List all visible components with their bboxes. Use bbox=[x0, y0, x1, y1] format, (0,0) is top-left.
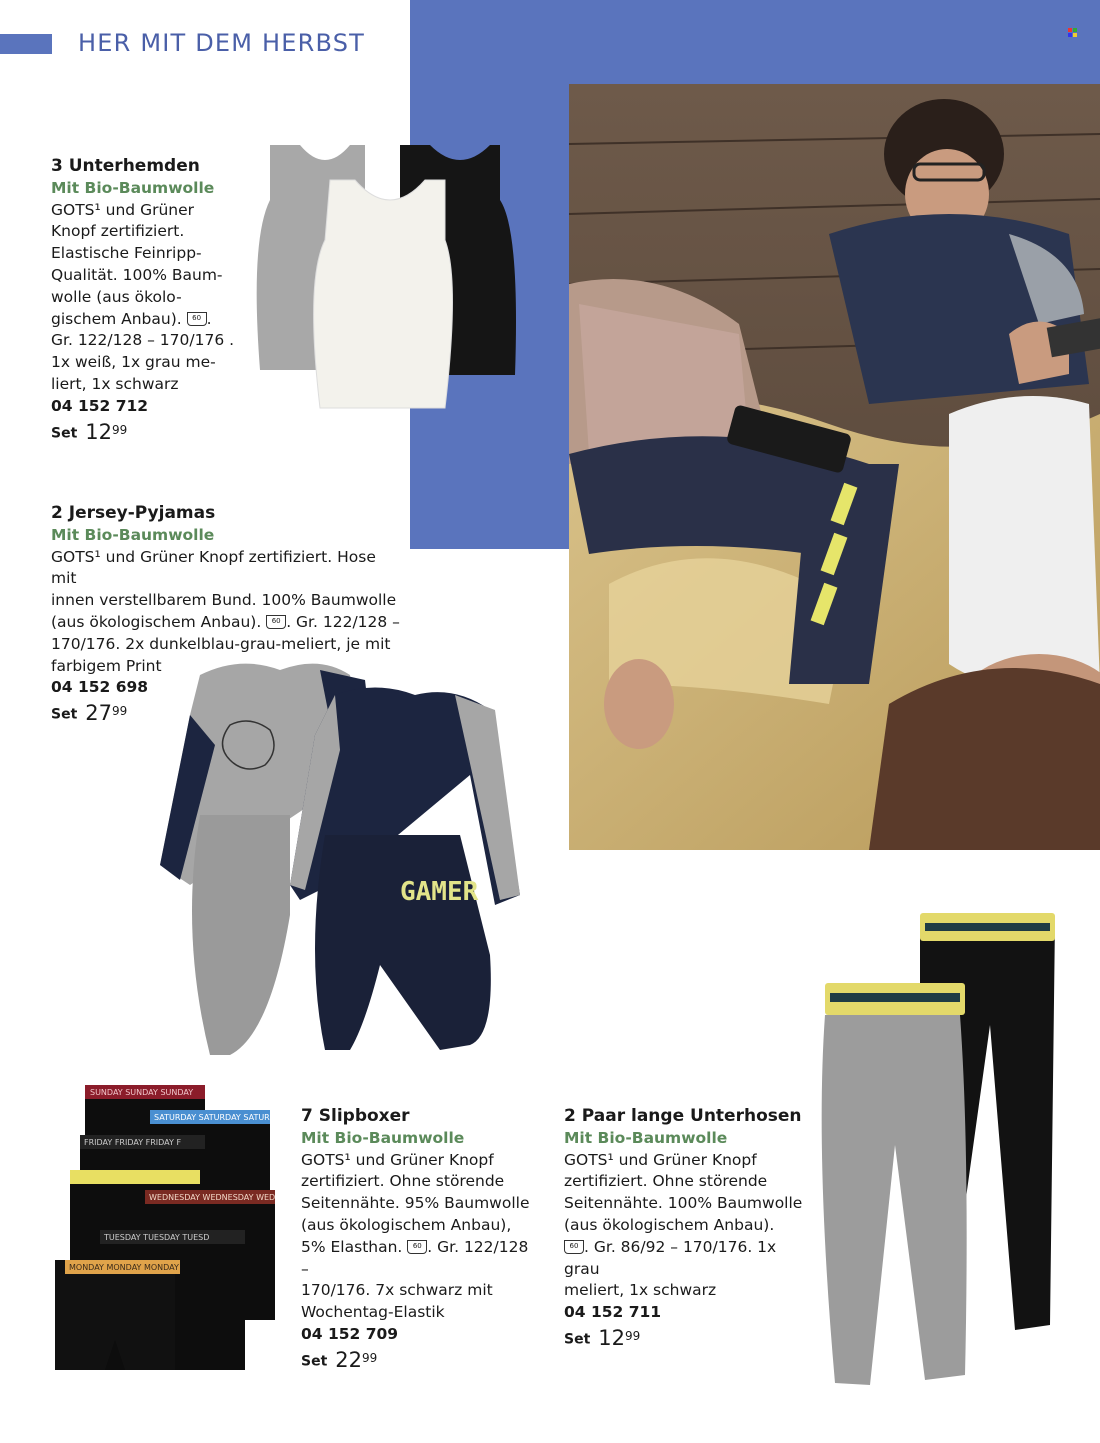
article-number: 04 152 709 bbox=[301, 1324, 399, 1343]
product-subtitle: Mit Bio-Baumwolle bbox=[51, 525, 215, 544]
price: Set $27^{99}$ bbox=[51, 701, 128, 726]
header-accent-bar bbox=[0, 34, 52, 54]
slipboxer-image bbox=[50, 1080, 285, 1380]
product-description: GOTS¹ und Grüner Knopf zertifiziert. Ohne störende Seitennähte. 95% Baumwolle (aus ökologischem Anbau), 5% Elasthan. 60 . Gr. 122/128 – 170/176. 7x schwarz mit Wochentag-Elastik bbox=[301, 1150, 530, 1322]
article-number: 04 152 698 bbox=[51, 678, 149, 697]
band-saturday: SATURDAY SATURDAY SATUR bbox=[154, 1113, 270, 1122]
product-title: 2 Jersey-Pyjamas bbox=[51, 503, 216, 523]
wash-care-icon: 60 bbox=[187, 312, 207, 326]
product-description: GOTS¹ und Grüner Knopf zertifiziert. Hose mit innen verstellbarem Bund. 100% Baumwolle (aus ökologischem Anbau). 60 . Gr. 122/128 – 170/176. 2x dunkelblau-grau-meliert, je mit farbigem Print bbox=[51, 547, 400, 675]
wash-care-icon: 60 bbox=[266, 615, 286, 629]
product-title: 2 Paar lange Unterhosen bbox=[564, 1106, 802, 1126]
product-description: GOTS¹ und Grüner Knopf zertifiziert. Elastische Feinripp- Qualität. 100% Baum- wolle (aus ökolo- gischem Anbau). 60 . Gr. 122/128 – 170/176 . 1x weiß, 1x grau me- liert, 1x schwarz bbox=[51, 200, 235, 393]
product-title: 7 Slipboxer bbox=[301, 1106, 410, 1126]
product-pyjamas bbox=[51, 503, 401, 727]
product-long-underpants bbox=[564, 1106, 804, 1352]
product-slipboxer bbox=[301, 1106, 541, 1374]
band-wednesday: WEDNESDAY WEDNESDAY WED bbox=[149, 1193, 276, 1202]
price: Set $22^{99}$ bbox=[301, 1347, 378, 1372]
band-tuesday: TUESDAY TUESDAY TUESD bbox=[104, 1233, 210, 1242]
product-title: 3 Unterhemden bbox=[51, 156, 200, 176]
price: Set $12^{99}$ bbox=[51, 419, 128, 444]
band-friday: FRIDAY FRIDAY FRIDAY F bbox=[84, 1138, 182, 1147]
product-subtitle: Mit Bio-Baumwolle bbox=[301, 1128, 465, 1147]
pyjama-print-text: GAMER bbox=[400, 877, 479, 907]
wash-care-icon: 60 bbox=[564, 1240, 584, 1254]
price: Set $12^{99}$ bbox=[564, 1325, 641, 1350]
undershirts-image bbox=[245, 140, 520, 415]
article-number: 04 152 711 bbox=[564, 1303, 662, 1322]
band-sunday: SUNDAY SUNDAY SUNDAY bbox=[90, 1088, 194, 1097]
long-underpants-image bbox=[815, 905, 1060, 1395]
lifestyle-photo bbox=[569, 84, 1100, 850]
product-undershirts bbox=[51, 156, 251, 445]
article-number: 04 152 712 bbox=[51, 396, 149, 415]
wash-care-icon: 60 bbox=[407, 1240, 427, 1254]
product-subtitle: Mit Bio-Baumwolle bbox=[51, 178, 215, 197]
brand-mark-icon bbox=[1068, 28, 1078, 38]
page-title: HER MIT DEM HERBST bbox=[78, 29, 365, 57]
product-subtitle: Mit Bio-Baumwolle bbox=[564, 1128, 728, 1147]
product-description: GOTS¹ und Grüner Knopf zertifiziert. Ohne störende Seitennähte. 100% Baumwolle (aus ökologischem Anbau). 60 . Gr. 86/92 – 170/176. 1x grau meliert, 1x schwarz bbox=[564, 1150, 803, 1300]
band-monday: MONDAY MONDAY MONDAY bbox=[69, 1263, 179, 1272]
